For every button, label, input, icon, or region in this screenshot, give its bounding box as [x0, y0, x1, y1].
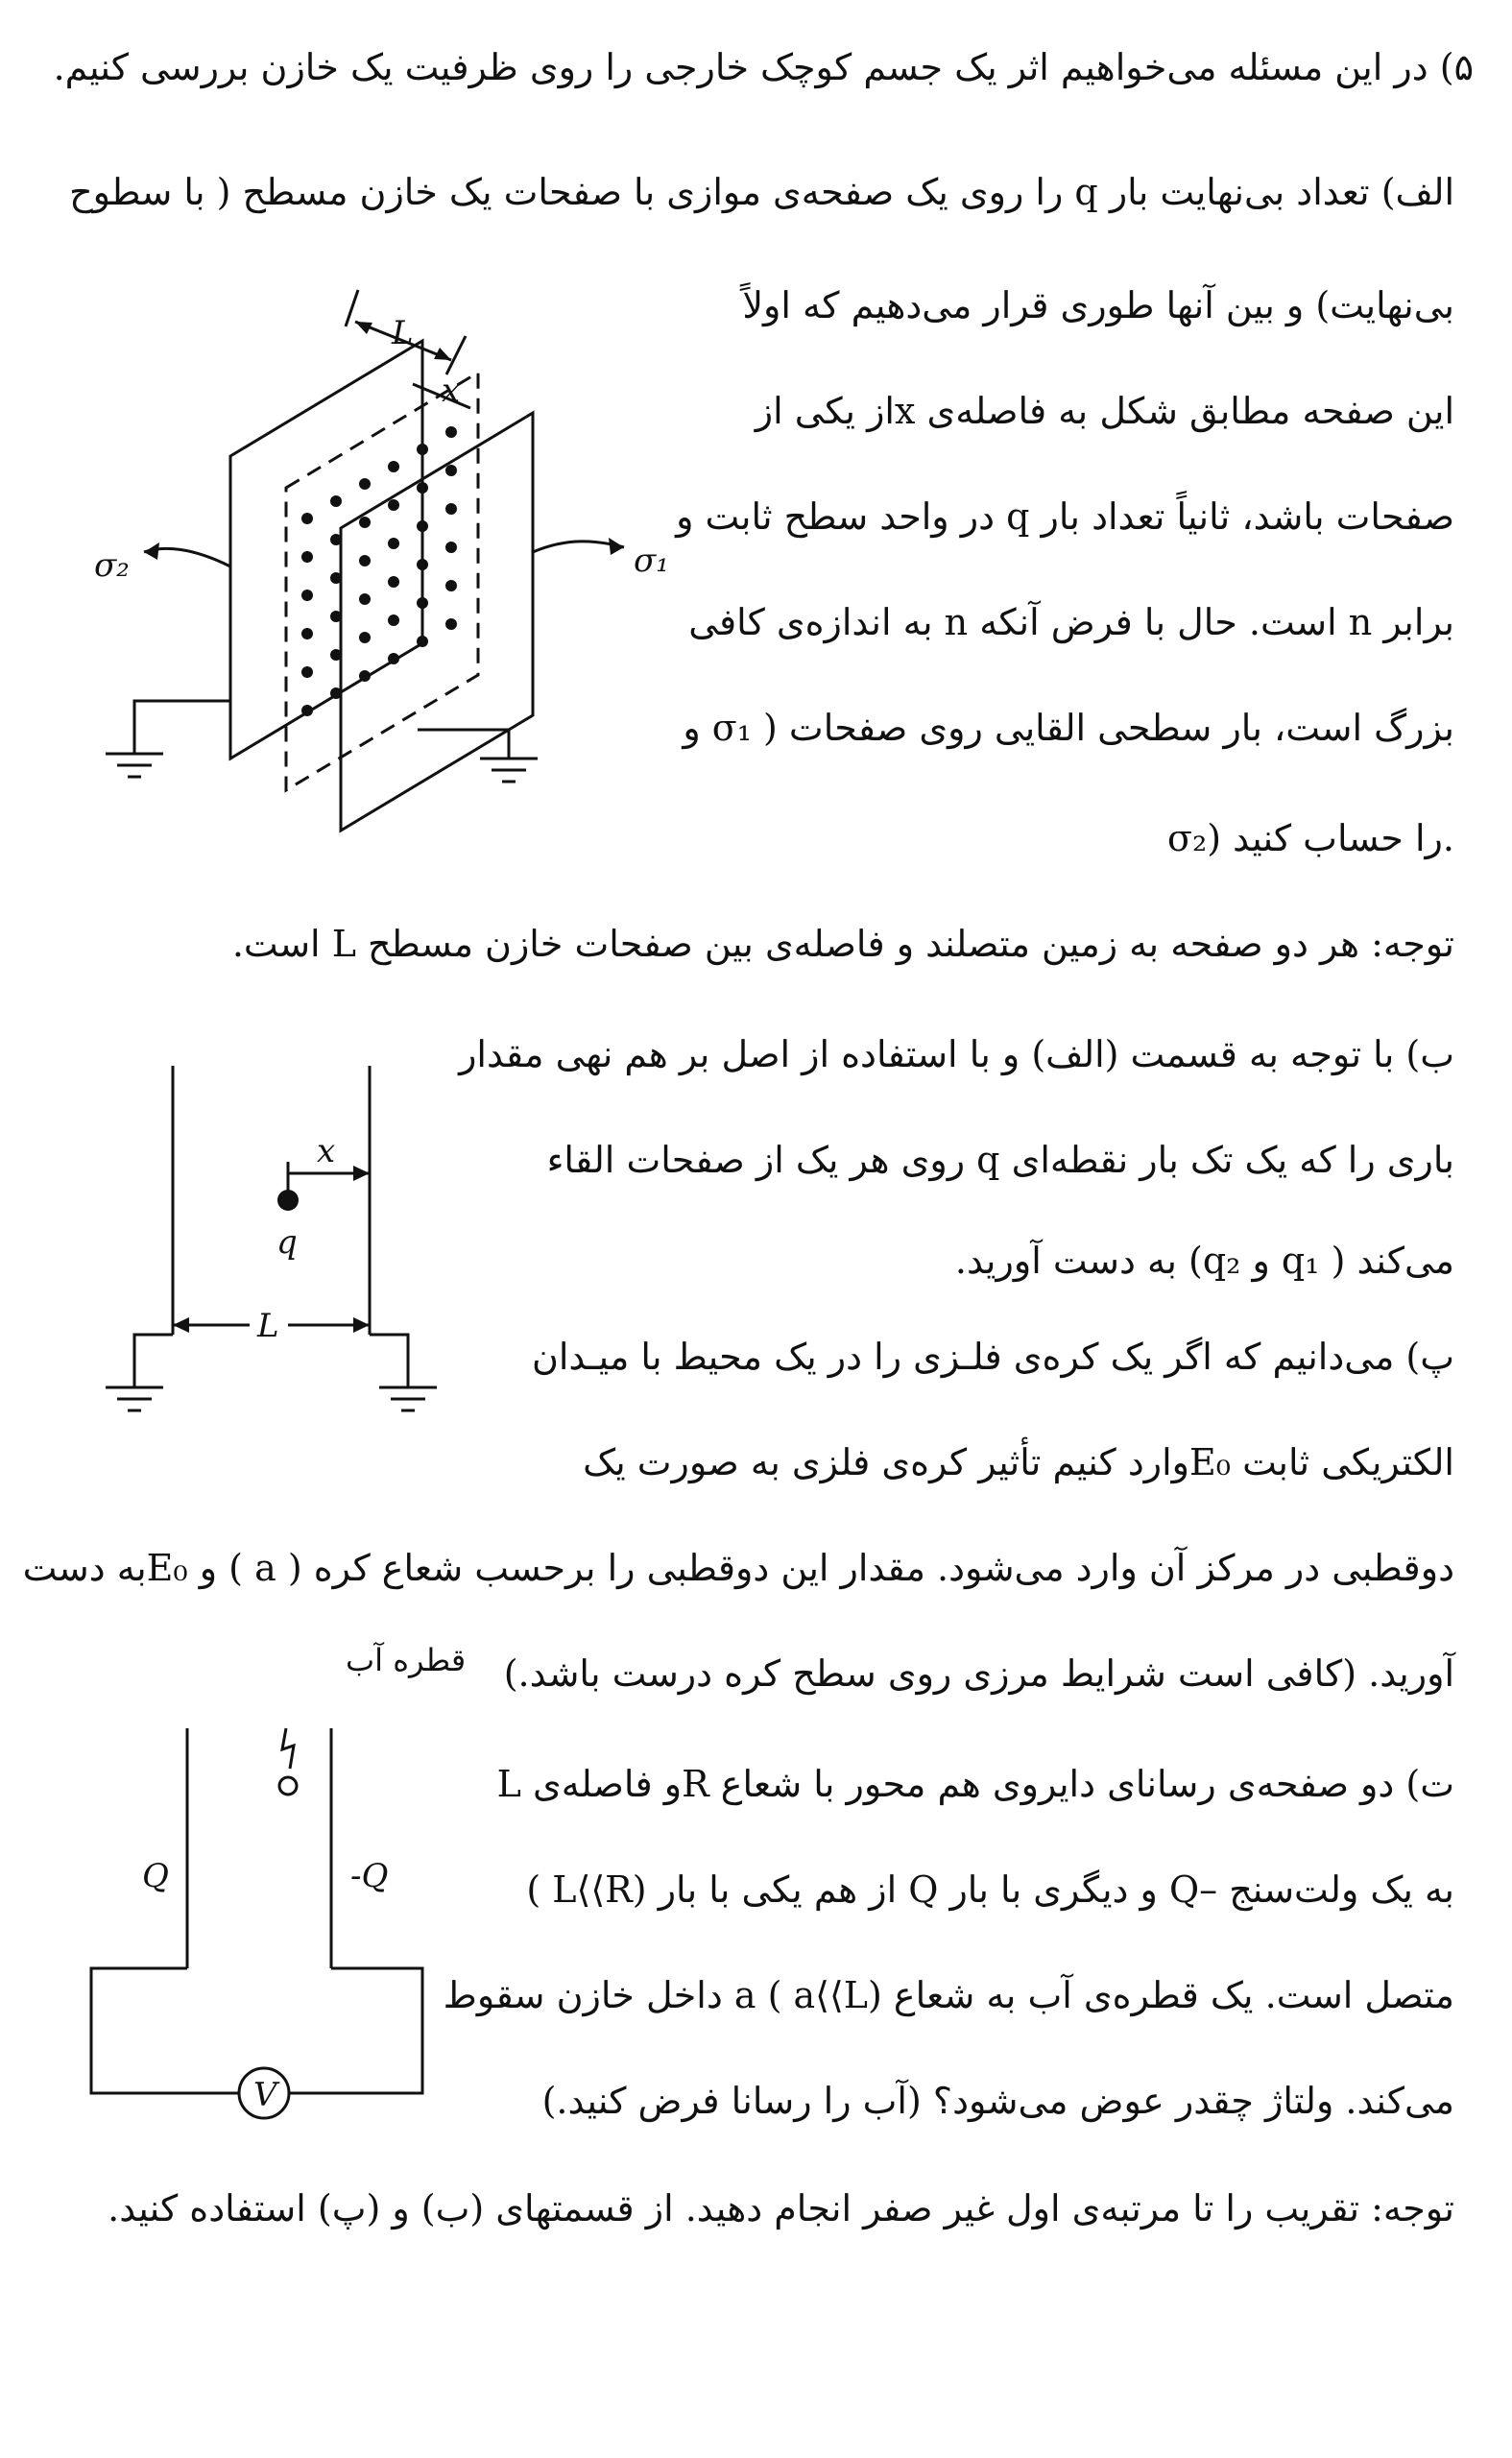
fig3-label-V: V: [253, 2076, 277, 2114]
part-pe-line-2: الکتریکی ثابت E₀وارد کنیم تأثیر کره‌ی فلزی به صورت یک: [583, 1441, 1454, 1483]
fig1-label-x: x: [442, 372, 461, 410]
point-charge: [277, 1190, 299, 1211]
part-pe-line-1: پ) می‌دانیم که اگر یک کره‌ی فلـزی را در یک محیط با میـدان: [531, 1336, 1454, 1378]
figure-water-drop: [77, 1632, 480, 2132]
part-be-line-2: باری را که یک تک بار نقطه‌ای q روی هر یک از صفحات القاء: [546, 1139, 1454, 1181]
fig3-label-Q: Q: [142, 1857, 169, 1895]
figure-point-charge: [96, 1066, 480, 1431]
part-alef-line-6: بزرگ است، بار سطحی القایی روی صفحات ( σ₁ و: [683, 707, 1454, 749]
part-alef-line-2: بی‌نهایت) و بین آنها طوری قرار می‌دهیم که اولاً: [742, 284, 1454, 326]
part-te-line-3: متصل است. یک قطره‌ی آب به شعاع a ( a⟨⟨L) داخل خازن سقوط: [443, 1974, 1454, 2016]
problem-statement: ۵) در این مسئله می‌خواهیم اثر یک جسم کوچک خارجی را روی ظرفیت یک خازن بررسی کنیم.: [53, 46, 1474, 88]
part-te-line-1: ت) دو صفحه‌ی رسانای دایروی هم محور با شعاع Rو فاصله‌ی L: [496, 1763, 1454, 1805]
part-be-line-1: ب) با توجه به قسمت (الف) و با استفاده از اصل بر هم نهی مقدار: [459, 1033, 1454, 1075]
part-be-line-3: می‌کند ( q₁ و q₂) به دست آورید.: [954, 1240, 1454, 1282]
part-pe-line-3: دوقطبی در مرکز آن وارد می‌شود. مقدار این دوقطبی را برحسب شعاع کره ( a ) و E₀به دست: [22, 1547, 1454, 1589]
fig2-label-q: q: [276, 1223, 298, 1262]
part-pe-line-4: آورید. (کافی است شرایط مرزی روی سطح کره درست باشد.): [503, 1652, 1454, 1695]
part-alef-line-3: این صفحه مطابق شکل به فاصله‌ی xاز یکی از: [755, 390, 1454, 432]
fig1-label-sigma1: σ₁: [634, 542, 669, 580]
figure-charged-plane: [86, 278, 682, 816]
fig3-label-drop: قطره آب: [346, 1642, 467, 1678]
part-alef-line-4: صفحات باشد، ثانیاً تعداد بار q در واحد سطح ثابت و: [676, 495, 1454, 538]
fig2-label-x: x: [317, 1132, 336, 1170]
part-alef-line-5: برابر n است. حال با فرض آنکه n به اندازه‌ی کافی: [688, 601, 1454, 643]
fig1-label-L: L: [392, 314, 414, 352]
part-te-line-2: ( L⟨⟨R) از هم یکی با بار Q و دیگری با بار Q– به یک ولت‌سنج: [526, 1868, 1454, 1911]
right-plate: [341, 413, 533, 831]
part-alef-line-1: الف) تعداد بی‌نهایت بار q را روی یک صفحه‌ی موازی با صفحات یک خازن مسطح ( با سطوح: [69, 171, 1454, 213]
charge-dots: [301, 426, 457, 716]
final-note: توجه: تقریب را تا مرتبه‌ی اول غیر صفر انجام دهید. از قسمتهای (ب) و (پ) استفاده کنید.: [108, 2187, 1454, 2229]
part-alef-line-7: σ₂) را حساب کنید.: [1167, 817, 1454, 859]
fig2-label-L: L: [257, 1307, 279, 1345]
water-drop: [279, 1777, 297, 1795]
part-alef-note: توجه: هر دو صفحه به زمین متصلند و فاصله‌ی بین صفحات خازن مسطح L است.: [231, 923, 1454, 965]
part-te-line-4: می‌کند. ولتاژ چقدر عوض می‌شود؟ (آب را رسانا فرض کنید.): [541, 2080, 1454, 2122]
drop-fall-mark: [282, 1728, 294, 1769]
fig3-label-negQ: -Q: [350, 1857, 389, 1895]
left-plate: [230, 341, 422, 759]
fig1-label-sigma2: σ₂: [94, 546, 130, 585]
